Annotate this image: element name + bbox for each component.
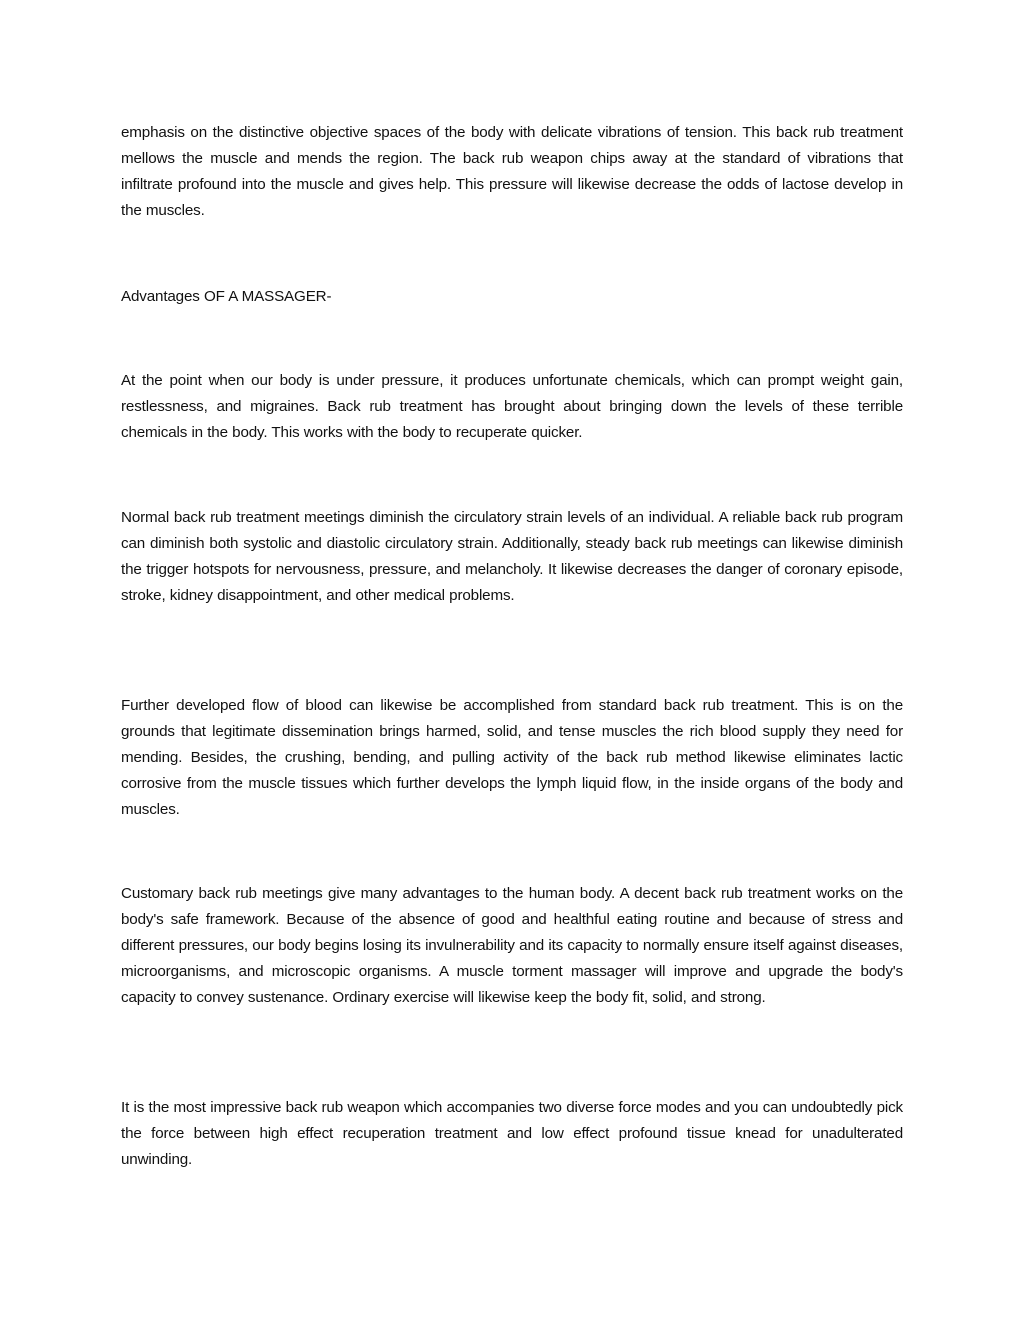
paragraph-stress-chemicals: At the point when our body is under pressure, it produces unfortunate chemicals, which can prompt weight gain, restlessness, and migraines. Back rub treatment has brought about bringing down the levels of these terrible chemicals in the body. This works with the body to recuperate quicker. <box>121 372 903 441</box>
paragraph-intro-vibrations: emphasis on the distinctive objective spaces of the body with delicate vibrations of tension. This back rub treatment mellows the muscle and mends the region. The back rub weapon chips away at the standard of vibrations that infiltrate profound into the muscle and gives help. This pressure will likewise decrease the odds of lactose develop in the muscles. <box>121 124 903 219</box>
paragraph-force-modes: It is the most impressive back rub weapon which accompanies two diverse force modes and you can undoubtedly pick the force between high effect recuperation treatment and low effect profound tissue knead for unadulterated unwinding. <box>121 1099 903 1168</box>
paragraph-circulatory-strain: Normal back rub treatment meetings diminish the circulatory strain levels of an individual. A reliable back rub program can diminish both systolic and diastolic circulatory strain. Additionally, steady back rub meetings can likewise diminish the trigger hotspots for nervousness, pressure, and melancholy. It likewise decreases the danger of coronary episode, stroke, kidney disappointment, and other medical problems. <box>121 509 903 604</box>
paragraph-blood-flow: Further developed flow of blood can likewise be accomplished from standard back rub treatment. This is on the grounds that legitimate dissemination brings harmed, solid, and tense muscles the rich blood supply they need for mending. Besides, the crushing, bending, and pulling activity of the back rub method likewise eliminates lactic corrosive from the muscle tissues which further develops the lymph liquid flow, in the inside organs of the body and muscles. <box>121 697 903 818</box>
section-heading-advantages: Advantages OF A MASSAGER- <box>121 288 332 305</box>
paragraph-immune-system: Customary back rub meetings give many advantages to the human body. A decent back rub treatment works on the body's safe framework. Because of the absence of good and healthful eating routine and because of stress and different pressures, our body begins losing its invulnerability and its capacity to normally ensure itself against diseases, microorganisms, and microscopic organisms. A muscle torment massager will improve and upgrade the body's capacity to convey sustenance. Ordinary exercise will likewise keep the body fit, solid, and strong. <box>121 885 903 1006</box>
